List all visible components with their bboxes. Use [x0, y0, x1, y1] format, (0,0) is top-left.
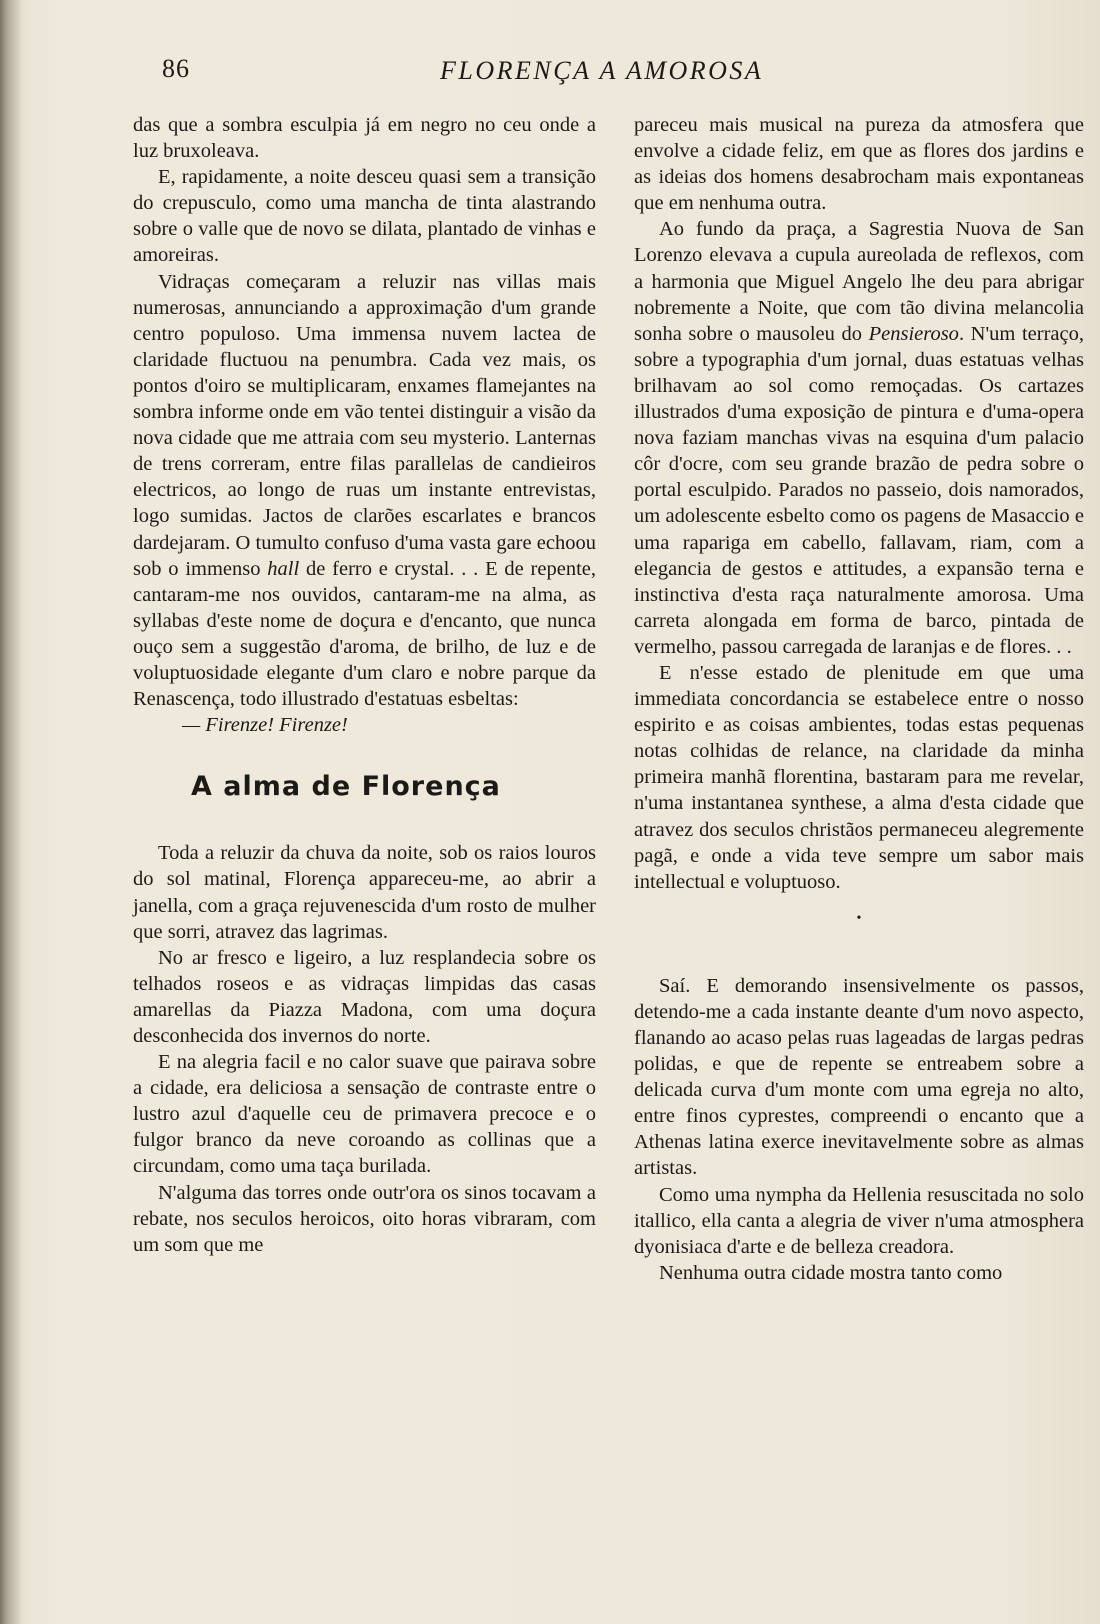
book-spine-shadow: [0, 0, 22, 1624]
paragraph: Como uma nympha da Hellenia resuscitada no solo itallico, ella canta a alegria de viver n'uma atmosphera dyonisiaca d'arte e de belleza creadora.: [634, 1183, 1084, 1258]
paragraph-text: . N'um terraço, sobre a typographia d'um jornal, duas estatuas velhas brilhavam ao sol como remoçadas. Os cartazes illustrados d'uma exposição de pintura e d'uma-opera nova faziam manchas vivas na esquina d'um palacio côr d'ocre, com seu grande brazão de pedra sobre o portal esculpido. Parados no passeio, dois namorados, um adolescente esbelto como os pagens de Masaccio e uma rapariga em cabello, fallavam, riam, com a elegancia de gestos e attitudes, a expansão terna e instinctiva d'esta raça naturalmente amorosa. Uma carreta alongada em forma de barco, pintada de vermelho, passou carregada de laranjas e de flores. . .: [634, 322, 1084, 658]
italic-word: hall: [267, 557, 300, 580]
paragraph: E n'esse estado de plenitude em que uma immediata concordancia se estabelece entre o nosso espirito e as coisas ambientes, todas estas pequenas notas colhidas de relance, na claridade da minha primeira manhã florentina, bastaram para me revelar, n'uma instantanea synthese, a alma d'esta cidade que atravez dos seculos christãos permaneceu alegremente pagã, e onde a vida teve sempre um sabor mais intellectual e voluptuoso.: [634, 661, 1084, 893]
paragraph-text: Ao fundo da praça, a Sagrestia Nuova de San Lorenzo elevava a cupula aureolada de reflexos, com a harmonia que Miguel Angelo lhe deu para abrigar nobremente a Noite, que com tão divina melancolia sonha sobre o mausoleu do: [634, 218, 1084, 345]
right-column: [634, 112, 1084, 1286]
paragraph: N'alguma das torres onde outr'ora os sinos tocavam a rebate, nos seculos heroicos, oito horas vibraram, com um som que me: [133, 1181, 596, 1256]
paragraph: das que a sombra esculpia já em negro no ceu onde a luz bruxoleava.: [133, 114, 596, 163]
signoff-line: — Firenze! Firenze!: [182, 714, 348, 737]
page-number: 86: [162, 54, 190, 83]
italic-word: Pensieroso: [868, 322, 959, 345]
paragraph: Toda a reluzir da chuva da noite, sob os raios louros do sol matinal, Florença appareceu-me, ao abrir a janella, com a graça rejuvenescida d'um rosto de mulher que sorri, atravez das lagrimas.: [133, 842, 596, 943]
section-title: A alma de Florença: [191, 771, 501, 803]
paragraph: E na alegria facil e no calor suave que pairava sobre a cidade, era deliciosa a sensação de contraste entre o lustro azul d'aquelle ceu de primavera precoce e o fulgor branco da neve coroando as collinas que a circundam, como uma taça burilada.: [133, 1051, 596, 1178]
paragraph: Nenhuma outra cidade mostra tanto como: [659, 1261, 1003, 1284]
paragraph-text: de ferro e crystal. . . E de repente, cantaram-me nos ouvidos, cantaram-me na alma, as syllabas d'este nome de doçura e d'encanto, que nunca ouço sem a suggestão d'aroma, de brilho, de luz e de voluptuosidade elegante d'um claro e nobre parque da Renascença, todo illustrado d'estatuas esbeltas:: [133, 557, 596, 711]
paragraph: [133, 269, 596, 713]
paragraph: [634, 216, 1084, 660]
section-ornament: •: [856, 910, 862, 926]
paragraph: E, rapidamente, a noite desceu quasi sem a transição do crepusculo, como uma mancha de tinta alastrando sobre o valle que de novo se dilata, plantado de vinhas e amoreiras.: [133, 166, 596, 267]
paragraph: No ar fresco e ligeiro, a luz resplandecia sobre os telhados roseos e as vidraças limpidas das casas amarellas da Piazza Madona, com uma doçura desconhecida dos invernos do norte.: [133, 946, 596, 1047]
paragraph-text: Vidraças começaram a reluzir nas villas mais numerosas, annunciando a approximação d'um grande centro populoso. Uma immensa nuvem lactea de claridade fluctuou na penumbra. Cada vez mais, os pontos d'oiro se multiplicaram, enxames flamejantes na sombra informe onde em vão tentei distinguir a visão da nova cidade que me attraia com seu mysterio. Lanternas de trens correram, entre filas parallelas de candieiros electricos, ao longo de ruas um instante entrevistas, logo sumidas. Jactos de clarões escarlates e brancos dardejaram. O tumulto confuso d'uma vasta gare echoou sob o immenso: [133, 270, 596, 580]
left-column: [133, 112, 596, 1258]
paragraph: pareceu mais musical na pureza da atmosfera que envolve a cidade feliz, em que as flores dos jardins e as ideias dos homens desabrocham mais expontaneas que em nenhuma outra.: [634, 114, 1084, 215]
page-header: [0, 52, 1100, 96]
running-title: FLORENÇA A AMOROSA: [440, 56, 764, 85]
paragraph: Saí. E demorando insensivelmente os passos, detendo-me a cada instante deante d'um novo aspecto, flanando ao acaso pelas ruas lageadas de largas pedras polidas, e que de repente se entreabem sobre a delicada curva d'um monte com uma egreja no alto, entre finos cyprestes, compreendi o encanto que a Athenas latina exerce inevitavelmente sobre as almas artistas.: [634, 974, 1084, 1180]
